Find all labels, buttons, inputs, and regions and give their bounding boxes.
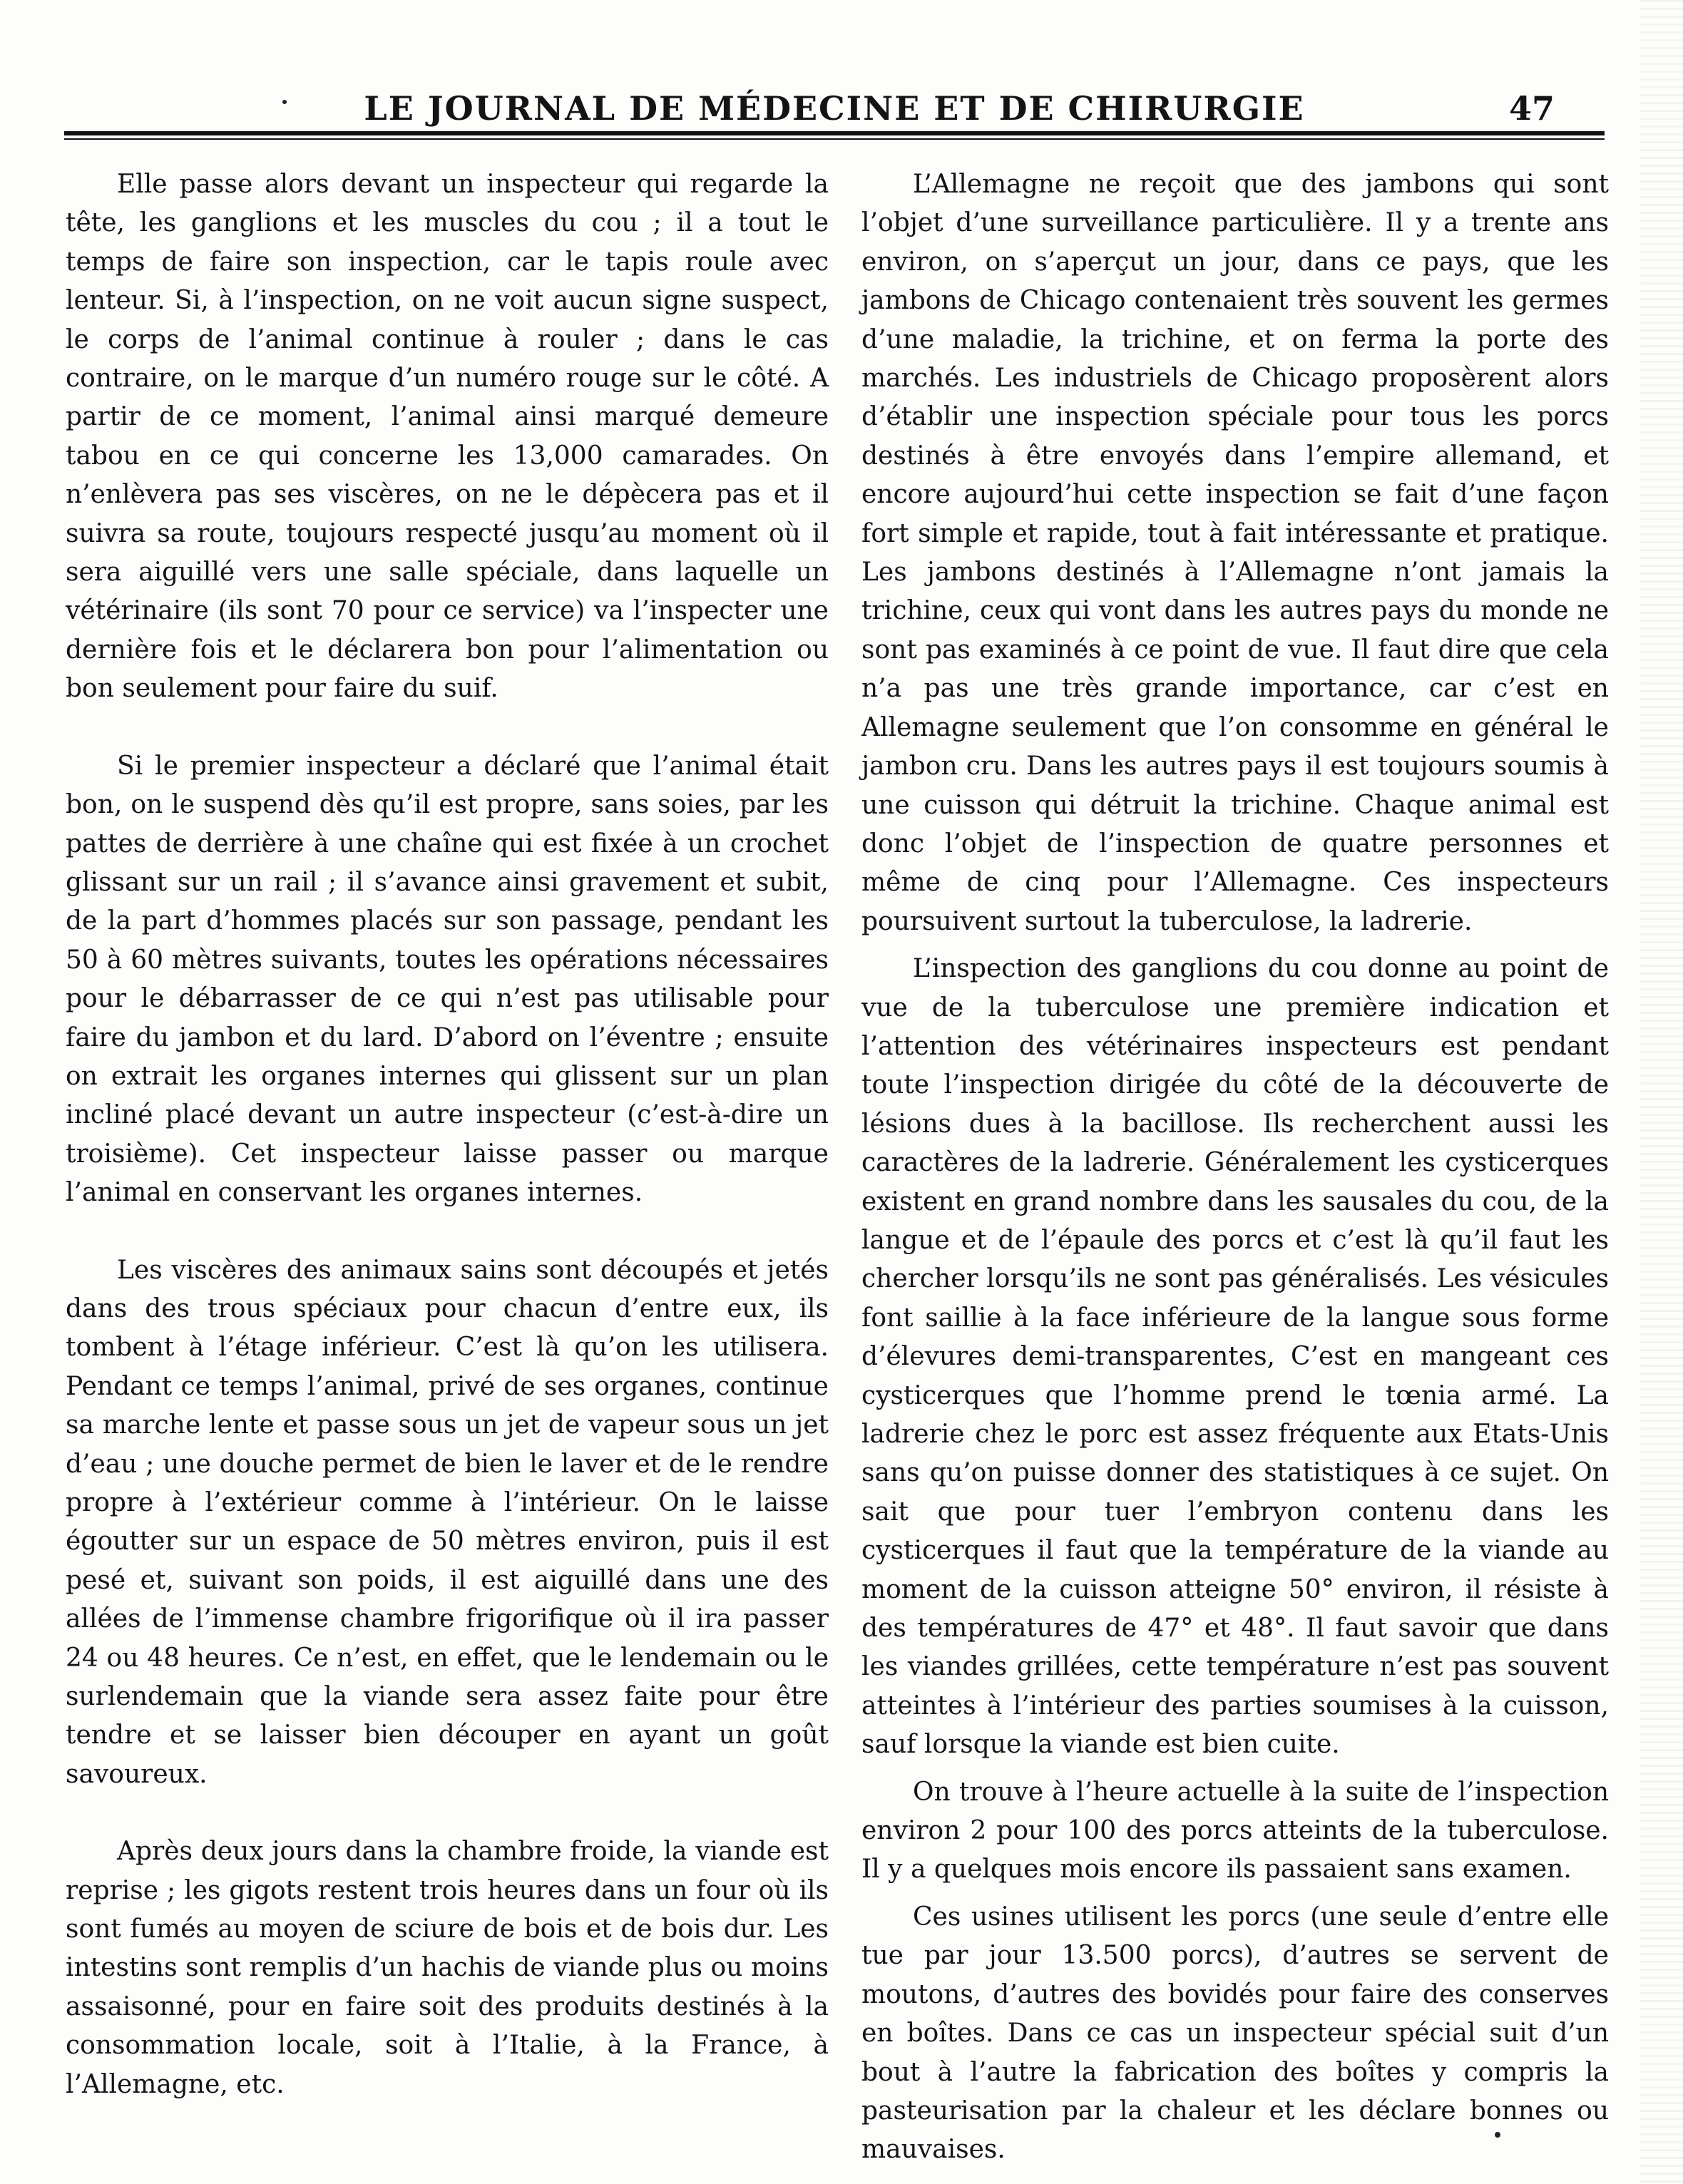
right-column [861,165,1609,2170]
paragraph: L’Allemagne ne reçoit que des jambons qui sont l’objet d’une surveillance particulière. Il y a trente ans environ, on s’aperçut un jour, dans ce pays, que les jambons de Chicago contenaient très souvent les germes d’une maladie, la trichine, et on ferma la porte des marchés. Les industriels de Chicago proposèrent alors d’établir une inspection spéciale pour tous les porcs destinés à être envoyés dans l’empire allemand, et encore aujourd’hui cette inspection se fait d’une façon fort simple et rapide, tout à fait intéressante et pratique. Les jambons destinés à l’Allemagne n’ont jamais la trichine, ceux qui vont dans les autres pays du monde ne sont pas examinés à ce point de vue. Il faut dire que cela n’a pas une très grande importance, car c’est en Allemagne seulement que l’on consomme en général le jambon cru. Dans les autres pays il est toujours soumis à une cuisson qui détruit la trichine. Chaque animal est donc l’objet de l’inspection de quatre personnes et même de cinq pour l’Allemagne. Ces inspecteurs poursuivent surtout la tuberculose, la ladrerie. [861,170,1609,936]
paragraph: Les viscères des animaux sains sont découpés et jetés dans des trous spéciaux pour chacun d’entre eux, ils tombent à l’étage inférieur. C’est là qu’on les utilisera. Pendant ce temps l’animal, privé de ses organes, continue sa marche lente et passe sous un jet de vapeur sous un jet d’eau ; une douche permet de bien le laver et de le rendre propre à l’extérieur comme à l’intérieur. On le laisse égoutter sur un espace de 50 mètres environ, puis il est pesé et, suivant son poids, il est aiguillé dans une des allées de l’immense chambre frigorifique où il ira passer 24 ou 48 heures. Ce n’est, en effet, que le lendemain ou le surlendemain que la viande sera assez faite pour être tendre et se laisser bien découper en ayant un goût savoureux. [66,1255,829,1789]
paragraph: L’inspection des ganglions du cou donne au point de vue de la tuberculose une première indication et l’attention des vétérinaires inspecteurs est pendant toute l’inspection dirigée du côté de la découverte de lésions dues à la bacillose. Ils recherchent aussi les caractères de la ladrerie. Généralement les cysticerques existent en grand nombre dans les sausales du cou, de la langue et de l’épaule des porcs et c’est là qu’il faut les chercher lorsqu’ils ne sont pas généralisés. Les vésicules font saillie à la face inférieure de la langue sous forme d’élevures demi-transparentes, C’est en mangeant ces cysticerques que l’homme prend le tœnia armé. La ladrerie chez le porc est assez fréquente aux Etats-Unis sans qu’on puisse donner des statistiques à ce sujet. On sait que pour tuer l’embryon contenu dans les cysticerques il faut que la température de la viande au moment de la cuisson atteigne 50° environ, il résiste à des températures de 47° et 48°. Il faut savoir que dans les viandes grillées, cette température n’est pas souvent atteintes à l’intérieur des parties soumises à la cuisson, sauf lorsque la viande est bien cuite. [861,954,1609,1760]
ink-speck [1495,2132,1500,2138]
paragraph: Si le premier inspecteur a déclaré que l’animal était bon, on le suspend dès qu’il est propre, sans soies, par les pattes de derrière à une chaîne qui est fixée à un crochet glissant sur un rail ; il s’avance ainsi gravement et subit, de la part d’hommes placés sur son passage, pendant les 50 à 60 mètres suivants, toutes les opérations nécessaires pour le débarrasser de ce qui n’est pas utilisable pour faire du jambon et du lard. D’abord on l’éventre ; ensuite on extrait les organes internes qui glissent sur un plan incliné placé devant un autre inspecteur (c’est-à-dire un troisième). Cet inspecteur laisse passer ou marque l’animal en conservant les organes internes. [66,751,829,1208]
header-rule-thick [64,131,1605,135]
paragraph: On trouve à l’heure actuelle à la suite de l’inspection environ 2 pour 100 des porcs atteints de la tuberculose. Il y a quelques mois encore ils passaient sans examen. [861,1777,1609,1885]
page-header [64,87,1605,137]
paragraph: Ces usines utilisent les porcs (une seule d’entre elle tue par jour 13.500 porcs), d’autres se servent de moutons, d’autres des bovidés pour faire des conserves en boîtes. Dans ce cas un inspecteur spécial suit d’un bout à l’autre la fabrication des boîtes y compris la pasteurisation par la chaleur et les déclare bonnes ou mauvaises. [861,1902,1609,2165]
ink-speck [282,100,287,104]
running-title: LE JOURNAL DE MÉDECINE ET DE CHIRURGIE [364,89,1305,128]
page-number: 47 [1508,89,1555,128]
left-column [66,165,829,2104]
paragraph: Après deux jours dans la chambre froide, la viande est reprise ; les gigots restent trois heures dans un four où ils sont fumés au moyen de sciure de bois et de bois dur. Les intestins sont remplis d’un hachis de viande plus ou moins assaisonné, pour en faire soit des produits destinés à la consommation locale, soit à l’Italie, à la France, à l’Allemagne, etc. [66,1837,829,2099]
page-edge-texture [1640,0,1683,2184]
header-rule-thin [64,138,1605,140]
paragraph: Elle passe alors devant un inspecteur qui regarde la tête, les ganglions et les muscles du cou ; il a tout le temps de faire son inspection, car le tapis roule avec lenteur. Si, à l’inspection, on ne voit aucun signe suspect, le corps de l’animal continue à rouler ; dans le cas contraire, on le marque d’un numéro rouge sur le côté. A partir de ce moment, l’animal ainsi marqué demeure tabou en ce qui concerne les 13,000 camarades. On n’enlèvera pas ses viscères, on ne le dépècera pas et il suivra sa route, toujours respecté jusqu’au moment où il sera aiguillé vers une salle spéciale, dans laquelle un vétérinaire (ils sont 70 pour ce service) va l’inspecter une dernière fois et le déclarera bon pour l’alimentation ou bon seulement pour faire du suif. [66,170,829,704]
